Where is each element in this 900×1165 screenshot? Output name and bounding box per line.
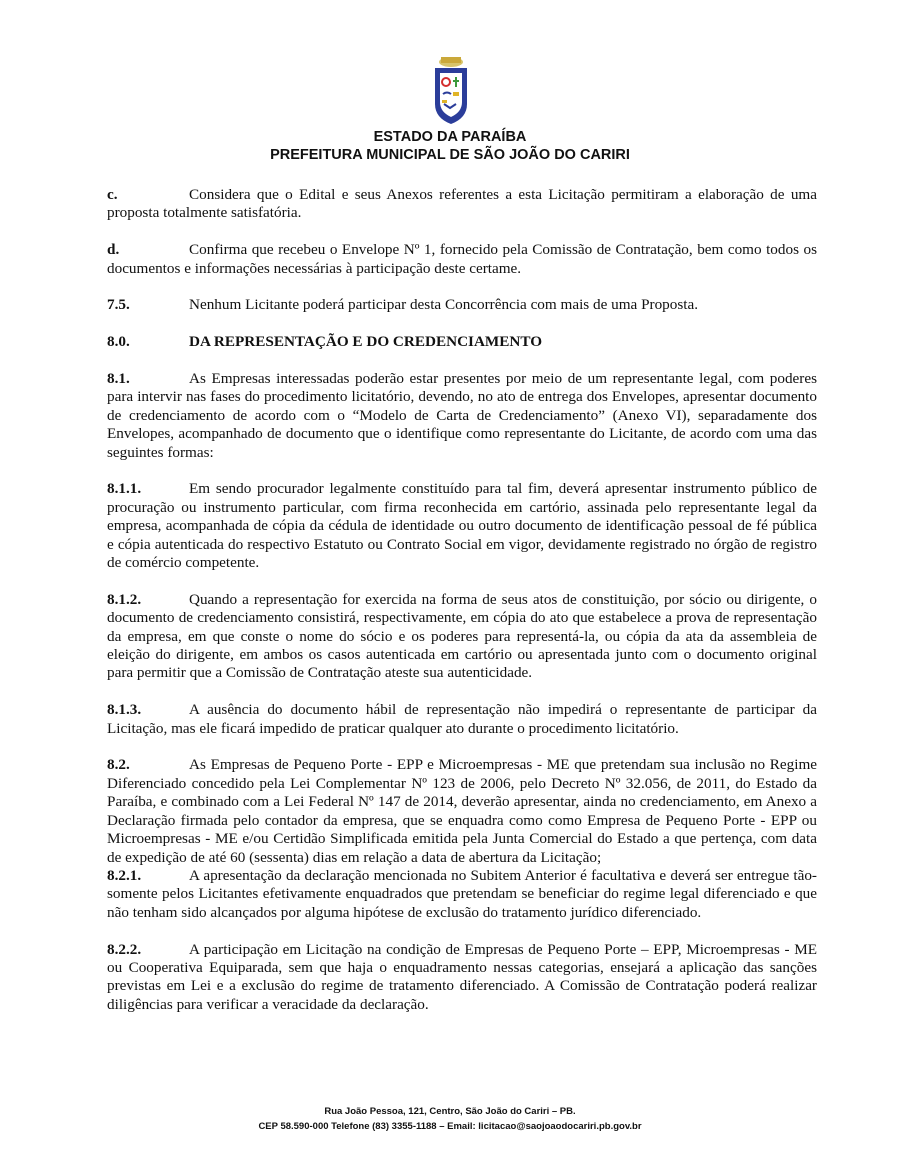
- section-heading-8-0: [107, 333, 817, 351]
- clause-number: 8.1.: [107, 370, 130, 387]
- footer-address: Rua João Pessoa, 121, Centro, São João do Cariri – PB.: [324, 1106, 576, 1117]
- clause-number: 7.5.: [107, 296, 130, 314]
- clause-8-1-2: [107, 591, 817, 683]
- clause-text: As Empresas de Pequeno Porte - EPP e Microempresas - ME que pretendam sua inclusão no Regime Diferenciado concedido pela Lei Complementar Nº 123 de 2006, pelo Decreto Nº 32.056, de 2011, do Estado da Paraíba, e combinado com a Lei Federal Nº 147 de 2014, deverão apresentar, ainda no credenciamento, em Anexo a Declaração firmada pelo contador da empresa, que se enquadra como como Empresa de Pequeno Porte - EPP ou Microempresas - ME e/ou Certidão Simplificada emitida pela Junta Comercial do Estado a que pertença, com data de expedição de até 60 (sessenta) dias em relação a data de abertura da Licitação;: [107, 756, 817, 866]
- coat-of-arms-icon: [432, 54, 470, 126]
- clause-text: Confirma que recebeu o Envelope Nº 1, fornecido pela Comissão de Contratação, bem como todos os documentos e informações necessárias à participação deste certame.: [107, 241, 817, 277]
- clause-text: A ausência do documento hábil de representação não impedirá o representante de participar da Licitação, mas ele ficará impedido de praticar qualquer ato durante o procedimento licitatório.: [107, 701, 817, 737]
- clause-number: 8.1.3.: [107, 701, 142, 719]
- clause-number: 8.0.: [107, 333, 130, 351]
- clause-d: [107, 241, 817, 278]
- clause-8-2-2: [107, 941, 817, 1015]
- clause-number: 8.2.: [107, 756, 130, 774]
- clause-number: 8.1.1.: [107, 480, 142, 498]
- clause-text: As Empresas interessadas poderão estar presentes por meio de um representante legal, com poderes para intervir nas fases do procedimento licitatório, devendo, no ato de entrega dos Envelopes, apresentar documento de credenciamento de acordo com o “Modelo de Carta de Credenciamento” (Anexo VI), separadamente dos Envelopes, acompanhado de documento que o identifique como representante do Licitante, de acordo com uma das seguintes formas:: [107, 370, 817, 461]
- clause-text: Quando a representação for exercida na forma de seus atos de constituição, por sócio ou dirigente, o documento de credenciamento consistirá, respectivamente, em cópia do ato que estabelece a prova de representação da empresa, em que conste o nome do sócio e os poderes para representá-la, ou cópia da ata da assembleia de eleição do dirigente, em ambos os casos autenticada em cartório ou apresentada junto com o documento original para permitir que a Comissão de Contratação ateste sua autenticidade.: [107, 590, 817, 682]
- clause-number: 8.2.2.: [107, 940, 142, 958]
- footer-contact: CEP 58.590-000 Telefone (83) 3355-1188 – Email: licitacao@saojoaodocariri.pb.gov.br: [258, 1121, 642, 1132]
- clause-text: Em sendo procurador legalmente constituído para tal fim, deverá apresentar instrumento público de procuração ou instrumento particular, com firma reconhecida em cartório, assinada pelo representante legal da empresa, acompanhada de cópia da cédula de identidade ou outro documento de identificação pessoal de fé pública e cópia autenticada do respectivo Estatuto ou Contrato Social em vigor, devidamente registrado no órgão de registro de comércio competente.: [107, 480, 817, 572]
- clause-7-5: [107, 296, 817, 314]
- document-body: [107, 186, 817, 1033]
- clause-text: A participação em Licitação na condição de Empresas de Pequeno Porte – EPP, Microempresas - ME ou Cooperativa Equiparada, sem que haja o enquadramento nessas categorias, ensejará a aplicação das sanções previstas em Lei e a exclusão do regime de tratamento diferenciado. A Comissão de Contratação poderá realizar diligências para verificar a veracidade da declaração.: [107, 940, 817, 1013]
- clause-8-1: [107, 370, 817, 462]
- clause-8-1-1: [107, 480, 817, 572]
- header-state: ESTADO DA PARAÍBA: [373, 129, 527, 145]
- clause-text: A apresentação da declaração mencionada no Subitem Anterior é facultativa e deverá ser entregue tão-somente pelos Licitantes efetivamente enquadrados que pretendam se beneficiar do regime legal diferenciado e que não tenham sido alcançados por alguma hipótese de exclusão do tratamento jurídico diferenciado.: [107, 866, 817, 921]
- header-prefecture: PREFEITURA MUNICIPAL DE SÃO JOÃO DO CARIRI: [270, 147, 630, 163]
- clause-number: 8.1.2.: [107, 590, 142, 608]
- clause-number: 8.2.1.: [107, 866, 142, 884]
- section-title: DA REPRESENTAÇÃO E DO CREDENCIAMENTO: [189, 333, 543, 351]
- clause-number: c.: [107, 186, 118, 203]
- clause-8-1-3: [107, 701, 817, 738]
- document-header: [0, 128, 900, 164]
- clause-text: Considera que o Edital e seus Anexos referentes a esta Licitação permitiram a elaboração de uma proposta totalmente satisfatória.: [107, 186, 817, 222]
- clause-8-2: [107, 756, 817, 866]
- clause-8-2-1: [107, 867, 817, 922]
- clause-number: d.: [107, 241, 120, 259]
- clause-c: [107, 186, 817, 223]
- document-footer: [0, 1104, 900, 1134]
- clause-text: Nenhum Licitante poderá participar desta Concorrência com mais de uma Proposta.: [189, 296, 699, 314]
